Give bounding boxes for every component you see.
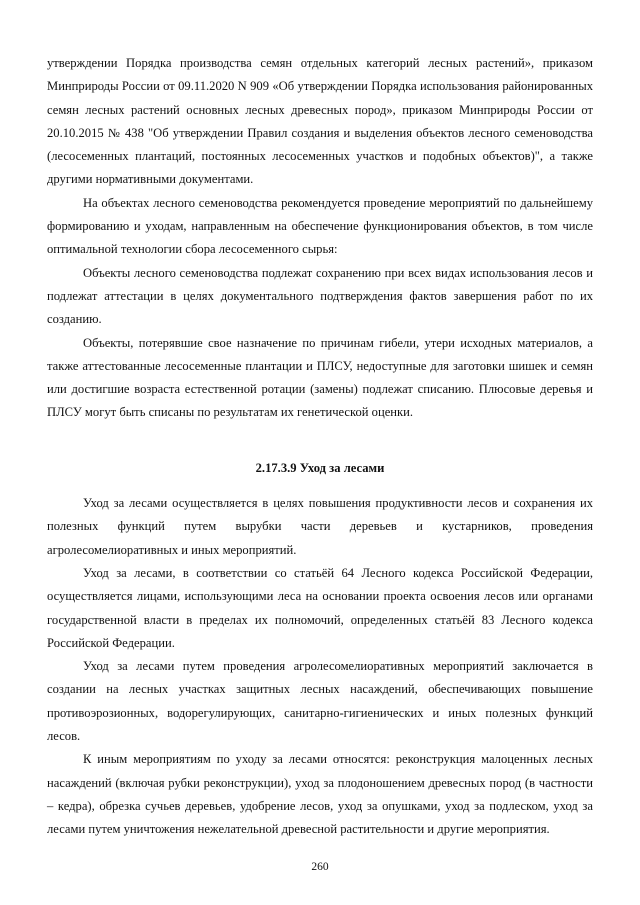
page-number: 260 <box>311 861 329 873</box>
paragraph: На объектах лесного семеноводства рекомендуется проведение мероприятий по дальнейшему формированию и уходам, направленным на обеспечение функционирования объектов, в том числе оптимальной технологии сбора лесосеменного сырья: <box>47 195 593 257</box>
paragraph: Уход за лесами путем проведения агролесомелиоративных мероприятий заключается в создании на лесных участках защитных лесных насаждений, обеспечивающих повышение противоэрозионных, водорегулирующих, санитарно-гигиенических и иных полезных функций лесов. <box>47 659 593 744</box>
paragraph: Уход за лесами, в соответствии со статьёй 64 Лесного кодекса Российской Федерации, осуществляется лицами, использующими леса на основании проекта освоения лесов или органами государственной власти в пределах их полномочий, определенных статьёй 83 Лесного кодекса Российской Федерации. <box>47 565 593 650</box>
paragraph: Объекты лесного семеноводства подлежат сохранению при всех видах использования лесов и подлежат аттестации в целях документального подтверждения фактов завершения работ по их созданию. <box>47 265 593 327</box>
paragraph: утверждении Порядка производства семян отдельных категорий лесных растений», приказом Минприроды России от 09.11.2020 N 909 «Об утверждении Порядка использования районированных семян лесных растений основных лесных древесных пород», приказом Минприроды России от 20.10.2015 № 438 "Об утверждении Правил создания и выделения объектов лесного семеноводства (лесосеменных плантаций, постоянных лесосеменных участков и подобных объектов)", а также другими нормативными документами. <box>47 56 593 187</box>
paragraph: Уход за лесами осуществляется в целях повышения продуктивности лесов и сохранения их полезных функций путем вырубки части деревьев и кустарников, проведения агролесомелиоративных и иных мероприятий. <box>47 496 593 557</box>
paragraph: Объекты, потерявшие свое назначение по причинам гибели, утери исходных материалов, а также аттестованные лесосеменные плантации и ПЛСУ, недоступные для заготовки шишек и семян или достигшие возраста естественной ротации (замены) подлежат списанию. Плюсовые деревья и ПЛСУ могут быть списаны по результатам их генетической оценки. <box>47 335 593 420</box>
section-heading: 2.17.3.9 Уход за лесами <box>255 460 385 475</box>
paragraph: К иным мероприятиям по уходу за лесами относятся: реконструкция малоценных лесных насаждений (включая рубки реконструкции), уход за плодоношением древесных пород (в частности – кедра), обрезка сучьев деревьев, удобрение лесов, уход за опушками, уход за подлеском, уход за лесами путем уничтожения нежелательной древесной растительности и другие мероприятия. <box>47 752 593 837</box>
